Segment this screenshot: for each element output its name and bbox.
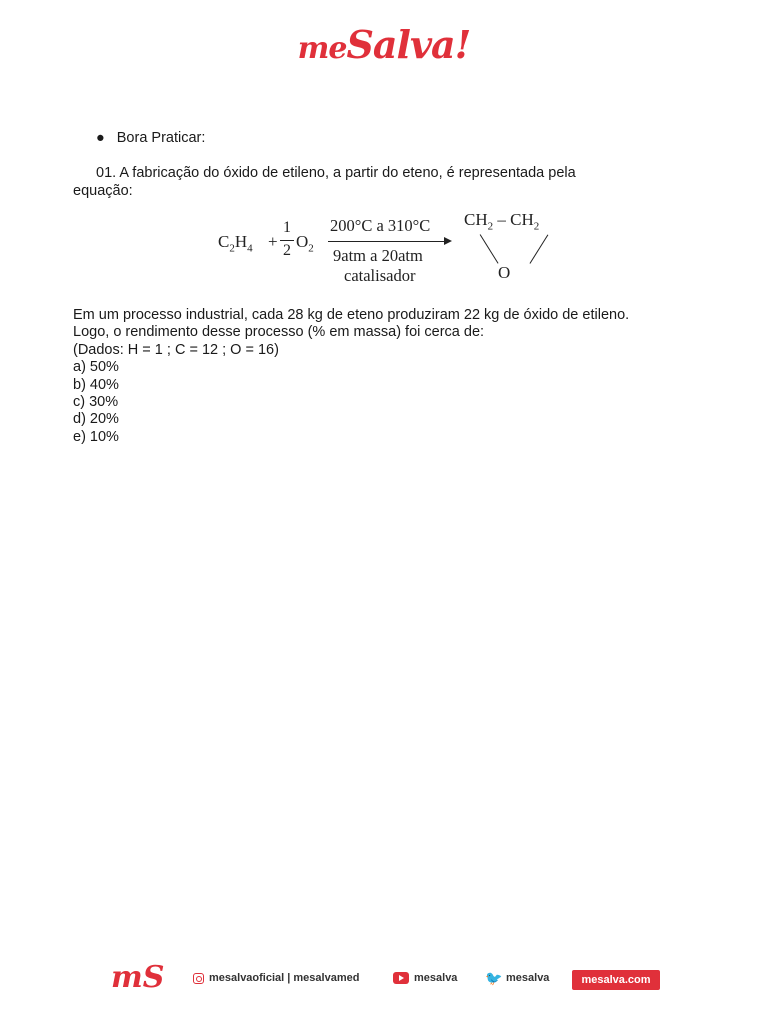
- plus-sign: +: [268, 232, 278, 251]
- reaction-arrow: [328, 241, 446, 242]
- twitter-handle: mesalva: [506, 972, 550, 984]
- question-intro-line2: equação:: [73, 182, 133, 199]
- footer: [0, 960, 768, 1004]
- fraction-numerator: 1: [283, 219, 291, 236]
- bullet-dot: ●: [96, 130, 105, 146]
- chemical-equation: [212, 205, 552, 290]
- mesalva-logo: [0, 22, 768, 67]
- section-heading: [96, 130, 205, 146]
- twitter-icon: 🐦: [485, 970, 503, 986]
- reactant-ethene: $C_2H_4$: [218, 232, 253, 255]
- product-ch2-ch2: $CH_2 - CH_2$: [464, 210, 540, 233]
- footer-logo: mS: [111, 960, 165, 995]
- option-e: e) 10%: [73, 428, 119, 445]
- body-line: Logo, o rendimento desse processo (% em massa) foi cerca de:: [73, 324, 485, 341]
- body-line: Em um processo industrial, cada 28 kg de eteno produziram 22 kg de óxido de etileno.: [73, 307, 630, 323]
- question-intro-line1: A fabricação do óxido de etileno, a partir do eteno, é representada pela: [119, 165, 576, 181]
- question-body: [73, 307, 693, 446]
- instagram-handle: mesalvaoficial | mesalvamed: [209, 972, 360, 984]
- condition-catalyst: catalisador: [344, 266, 416, 285]
- section-heading-text: Bora Praticar:: [116, 130, 206, 146]
- logo-salva: Salva!: [346, 22, 471, 67]
- condition-pressure: 9atm a 20atm: [333, 246, 423, 265]
- option-a: a) 50%: [73, 359, 119, 376]
- option-c: c) 30%: [73, 394, 119, 411]
- question-intro: [73, 165, 673, 200]
- body-line: (Dados: H = 1 ; C = 12 ; O = 16): [73, 341, 279, 358]
- condition-temperature: 200°C a 310°C: [330, 216, 431, 235]
- option-d: d) 20%: [73, 411, 119, 428]
- logo-me: me: [297, 31, 347, 66]
- fraction-denominator: 2: [283, 242, 291, 259]
- reactant-oxygen: $O_2$: [296, 232, 314, 255]
- question-number: 01.: [96, 165, 117, 181]
- fraction-bar: [280, 240, 294, 241]
- reaction-arrow-head: [444, 237, 452, 245]
- instagram-icon: [193, 973, 204, 984]
- ring-bond-left: [479, 234, 498, 263]
- youtube-link[interactable]: [393, 972, 457, 984]
- youtube-handle: mesalva: [414, 972, 458, 984]
- website-button[interactable]: mesalva.com: [572, 970, 660, 990]
- option-b: b) 40%: [73, 376, 119, 393]
- youtube-icon: [393, 972, 409, 984]
- product-oxygen: O: [498, 263, 511, 282]
- ring-bond-right: [529, 234, 548, 263]
- twitter-link[interactable]: [485, 972, 549, 984]
- instagram-link[interactable]: [193, 972, 359, 984]
